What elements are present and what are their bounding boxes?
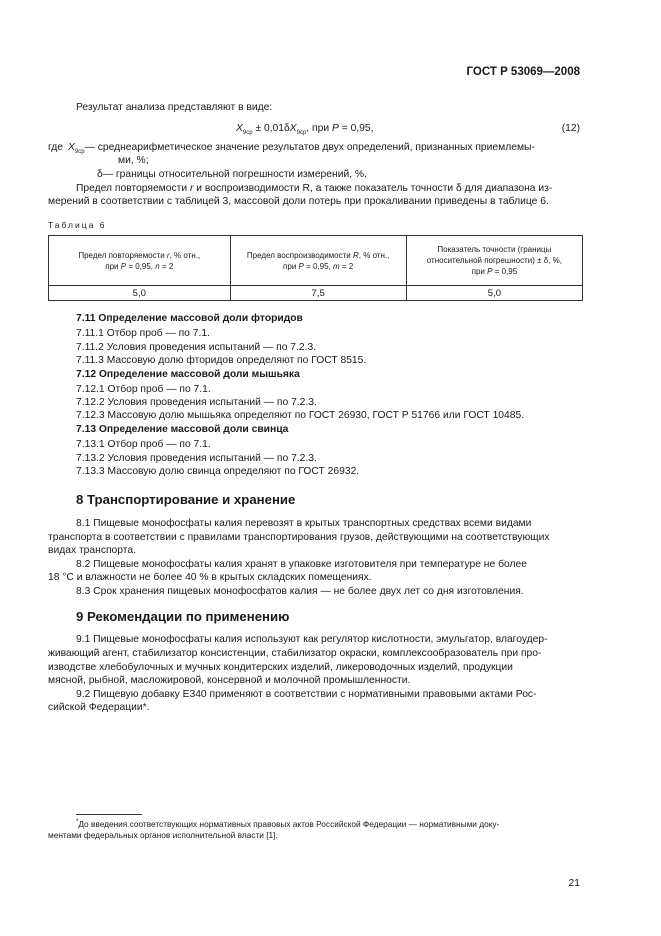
where-label: где [48, 142, 64, 153]
intro-text: Результат анализа представляют в виде: [76, 102, 273, 113]
limits-line-1 [76, 182, 552, 196]
where-delta-desc: — границы относительной погрешности измерений, %. [102, 169, 367, 180]
limits-text-a: Предел повторяемости [76, 183, 188, 194]
list-item: 7.12.1 Отбор проб — по 7.1. [76, 384, 211, 395]
para-9-1-line-1: 9.1 Пищевые монофосфаты калия используют как регулятор кислотности, эмульгатор, влагоудер- [76, 634, 548, 645]
table-6 [48, 235, 583, 301]
section-7-12-title: 7.12 Определение массовой доли мышьяка [76, 369, 300, 380]
formula-eq: = 0,95, [341, 123, 374, 134]
where-x-sub: 9ср [74, 149, 85, 155]
th3-peq: = 0,95 [494, 267, 518, 276]
th2-meq: = 2 [341, 261, 354, 271]
formula-x2-sub: 9ср [296, 130, 307, 136]
list-item: 7.12.3 Массовую долю мышьяка определяют по ГОСТ 26930, ГОСТ Р 51766 или ГОСТ 10485. [76, 410, 525, 421]
list-item: 7.13.1 Отбор проб — по 7.1. [76, 439, 211, 450]
para-8-2-line-1: 8.2 Пищевые монофосфаты калия хранят в упаковке изготовителя при температуре не более [76, 559, 527, 570]
formula-x-sub: 9ср [242, 130, 253, 136]
list-item: 7.13.2 Условия проведения испытаний — по 7.2.3. [76, 453, 317, 464]
table-cell: 5,0 [49, 286, 231, 301]
para-8-3: 8.3 Срок хранения пищевых монофосфатов калия — не более двух лет со дня изготовления. [76, 586, 524, 597]
th1-neq: = 2 [161, 261, 174, 271]
formula [236, 122, 373, 141]
th2-text: Предел воспроизводимости [246, 250, 351, 260]
th1-p: P [120, 261, 127, 271]
footnote-marker: * [76, 819, 79, 825]
th2-m: m [333, 261, 340, 271]
limits-line-2: мерений в соответствии с таблицей 3, массовой доли потерь при прокаливании приведены в таблице 6. [48, 196, 549, 207]
th1-at: при [105, 261, 119, 271]
para-8-1-line-1: 8.1 Пищевые монофосфаты калия перевозят в крытых транспортных средствах всеми видами [76, 518, 532, 529]
list-item: 7.11.2 Условия проведения испытаний — по 7.2.3. [76, 342, 317, 353]
limits-delta: δ [456, 183, 462, 194]
table-caption: Таблица 6 [48, 220, 107, 230]
para-9-1-line-4: мясной, рыбной, масложировой, консервной и молочной промышленности. [48, 675, 411, 686]
list-item: 7.11.1 Отбор проб — по 7.1. [76, 328, 210, 339]
document-id: ГОСТ Р 53069—2008 [466, 66, 580, 78]
para-8-2-line-2: 18 °С и влажности не более 40 % в крытых складских помещениях. [48, 572, 372, 583]
where-x-desc-cont: ми, %; [118, 155, 149, 166]
where-x-desc: — среднеарифметическое значение результатов двух определений, признанных приемлемы- [84, 142, 535, 153]
para-9-1-line-3: изводстве хлебобулочных и мучных кондитерских изделий, ликероводочных изделий, продукции [48, 662, 513, 673]
list-item: 7.11.3 Массовую долю фторидов определяют по ГОСТ 8515. [76, 355, 367, 366]
footnote-text-1: До введения соответствующих нормативных правовых актов Российской Федерации — нормативными доку- [78, 818, 500, 829]
th3-text2: относительной погрешности) ± δ, %, [426, 256, 562, 265]
th2-at: при [283, 261, 297, 271]
formula-pm: ± 0,01δ [255, 123, 290, 134]
para-8-1-line-2: транспорта в соответствии с правилами транспортирования грузов, действующими на соответствующих [48, 532, 550, 543]
th1-peq: = 0,95, [128, 261, 154, 271]
where-x: X [68, 142, 75, 153]
formula-x2: X [289, 123, 297, 134]
th1-r: r [166, 250, 170, 260]
th1-n: n [155, 261, 160, 271]
para-9-2-line-1: 9.2 Пищевую добавку Е340 применяют в соответствии с нормативными правовыми актами Рос- [76, 689, 537, 700]
th3-text: Показатель точности (границы [437, 245, 552, 254]
table-header-repeatability [49, 236, 231, 286]
th2-p: P [298, 261, 304, 271]
formula-tail: , при [306, 123, 330, 134]
formula-number: (12) [561, 123, 580, 134]
th2-r: R [353, 250, 359, 260]
formula-p: P [331, 123, 339, 134]
table-header-reproducibility [230, 236, 406, 286]
formula-x: X [236, 123, 243, 134]
th1-unit: , % отн., [169, 250, 201, 260]
para-9-2-line-2: сийской Федерации*. [48, 702, 150, 713]
section-7-13-title: 7.13 Определение массовой доли свинца [76, 424, 289, 435]
section-7-11-title: 7.11 Определение массовой доли фторидов [76, 313, 303, 324]
footnote-divider [76, 814, 142, 815]
table-cell: 7,5 [230, 286, 406, 301]
th3-at: при [471, 267, 485, 276]
list-item: 7.13.3 Массовую долю свинца определяют по ГОСТ 26932. [76, 466, 360, 477]
section-9-title: 9 Рекомендации по применению [76, 609, 290, 624]
section-8-title: 8 Транспортирование и хранение [76, 492, 296, 507]
th3-p: P [487, 267, 493, 276]
where-delta: δ [97, 169, 103, 180]
where-delta-line [97, 168, 367, 182]
table-header-accuracy [406, 236, 582, 286]
limits-text-b: и воспроизводимости R, а также показатель точности [196, 183, 454, 194]
th2-unit: , % отн., [358, 250, 390, 260]
limits-text-c: для диапазона из- [464, 183, 553, 194]
para-9-1-line-2: живающий агент, стабилизатор консистенции, стабилизатор окраски, комплексообразователь при про- [48, 648, 542, 659]
limits-r: r [189, 183, 194, 194]
footnote-line-2: ментами федеральных органов исполнительной власти [1]. [48, 830, 278, 840]
th2-peq: = 0,95, [306, 261, 331, 271]
para-8-1-line-3: видах транспорта. [48, 545, 136, 556]
table-cell: 5,0 [406, 286, 582, 301]
page-number: 21 [568, 878, 580, 889]
th1-text: Предел повторяемости [78, 250, 165, 260]
footnote-line-1 [76, 817, 584, 830]
list-item: 7.12.2 Условия проведения испытаний — по 7.2.3. [76, 397, 317, 408]
